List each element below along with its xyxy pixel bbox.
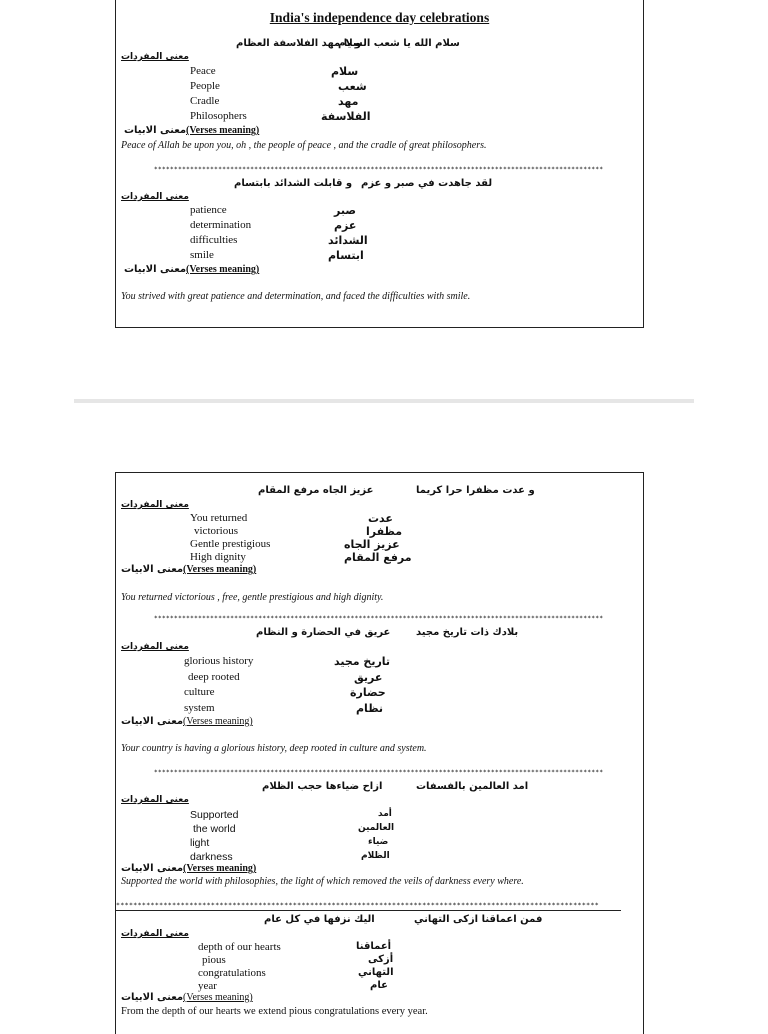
word-ar: شعب: [338, 80, 367, 93]
word-en: smile: [190, 249, 214, 261]
word-ar: العالمين: [358, 823, 395, 833]
word-en: glorious history: [184, 655, 254, 667]
word-ar: عام: [370, 980, 388, 991]
verse-meaning: Supported the world with philosophies, the light of which removed the veils of darkness every where.: [121, 876, 524, 887]
word-ar: صبر: [334, 204, 356, 217]
word-en: Philosophers: [190, 110, 247, 122]
word-en: High dignity: [190, 551, 246, 563]
word-en: People: [190, 80, 220, 92]
word-en: culture: [184, 686, 215, 698]
word-ar: سلام: [331, 65, 359, 78]
word-en: victorious: [194, 525, 238, 537]
separator: ****************************************************************************************************************: [154, 166, 604, 173]
word-ar: أزكى: [368, 954, 394, 965]
vocab-label: معنى المفردات: [121, 929, 189, 939]
verse-meaning: Your country is having a glorious history, deep rooted in culture and system.: [121, 743, 427, 754]
word-ar: أمد: [378, 809, 392, 819]
verses-meaning-label: معنى الابيات(Verses meaning): [124, 125, 260, 136]
word-en: congratulations: [198, 967, 266, 979]
word-en: pious: [202, 954, 226, 966]
word-en: depth of our hearts: [198, 941, 281, 953]
word-en: difficulties: [190, 234, 238, 246]
document-page-1: [115, 0, 644, 328]
verse-right-1: سلام الله يا شعب السلام: [338, 38, 460, 49]
word-en: light: [190, 837, 210, 849]
word-ar: الفلاسفة: [321, 110, 371, 123]
verse-right-2: بلادك ذات تاريخ مجيد: [416, 627, 519, 638]
verse-left-1: و يا مهد الفلاسفة العظام: [236, 38, 361, 49]
word-en: determination: [190, 219, 252, 231]
verse-right-1: و عدت مظفرا حرا كريما: [416, 485, 535, 496]
word-ar: عريق: [354, 671, 383, 684]
verse-meaning: Peace of Allah be upon you, oh , the people of peace , and the cradle of great philosophers.: [121, 140, 487, 151]
verse-meaning: From the depth of our hearts we extend pious congratulations every year.: [121, 1006, 428, 1017]
verse-meaning: You returned victorious , free, gentle prestigious and high dignity.: [121, 592, 384, 603]
vocab-label: معنى المفردات: [121, 192, 189, 202]
verses-meaning-label: معنى الابيات(Verses meaning): [121, 863, 257, 874]
vocab-label: معنى المفردات: [121, 795, 189, 805]
separator-rule: [116, 910, 621, 911]
word-en: deep rooted: [188, 671, 240, 683]
word-en: system: [184, 702, 215, 714]
word-en: You returned: [190, 512, 248, 524]
page-divider: [74, 399, 694, 403]
word-ar: التهاني: [358, 967, 394, 978]
vocab-label: معنى المفردات: [121, 642, 189, 652]
verses-meaning-label: معنى الابيات(Verses meaning): [124, 264, 260, 275]
vocab-label: معنى المفردات: [121, 500, 189, 510]
word-en: year: [198, 980, 217, 992]
word-en: Peace: [190, 65, 216, 77]
verse-right-2: لقد جاهدت في صبر و عزم: [361, 178, 493, 189]
verse-right-4: فمن اعماقنا ازكى التهاني: [414, 914, 543, 925]
word-ar: عدت: [368, 512, 393, 525]
word-en: patience: [190, 204, 227, 216]
word-ar: ابتسام: [328, 249, 364, 262]
word-ar: أعماقنا: [356, 941, 392, 952]
separator: ****************************************************************************************************************: [154, 769, 604, 776]
verse-left-2: و قابلت الشدائد بابتسام: [234, 178, 353, 189]
word-ar: الشدائد: [328, 234, 368, 247]
word-ar: الظلام: [361, 851, 390, 861]
separator: ****************************************************************************************************************: [116, 901, 600, 909]
verse-left-1: عزيز الجاه مرفع المقام: [258, 485, 374, 496]
word-en: Cradle: [190, 95, 220, 107]
word-en: Gentle prestigious: [190, 538, 271, 550]
word-ar: تاريخ مجيد: [334, 655, 391, 668]
word-ar: مرفع المقام: [344, 551, 412, 564]
word-ar: مظفرا: [366, 525, 403, 538]
verse-meaning: You strived with great patience and determination, and faced the difficulties with smile.: [121, 291, 471, 302]
verses-meaning-label: معنى الابيات(Verses meaning): [121, 716, 253, 727]
word-en: darkness: [190, 851, 233, 863]
verse-left-4: اليك نزفها في كل عام: [264, 914, 375, 925]
separator: ****************************************************************************************************************: [154, 615, 604, 622]
verse-left-2: عريق في الحضارة و النظام: [256, 627, 391, 638]
document-page-2: [115, 472, 644, 1034]
verses-meaning-label: معنى الابيات(Verses meaning): [121, 564, 257, 575]
word-ar: نظام: [356, 702, 384, 715]
word-ar: مهد: [338, 95, 359, 108]
vocab-label: معنى المفردات: [121, 52, 189, 62]
page-title: India's independence day celebrations: [269, 10, 490, 25]
word-ar: عزيز الجاه: [344, 538, 400, 551]
word-ar: حضارة: [350, 686, 386, 699]
verses-meaning-label: معنى الابيات(Verses meaning): [121, 992, 253, 1003]
word-en: the world: [193, 823, 236, 835]
word-ar: ضياء: [368, 837, 389, 847]
word-en: Supported: [190, 809, 239, 821]
verse-left-3: ازاح ضياءها حجب الظلام: [262, 781, 383, 792]
word-ar: عزم: [334, 219, 357, 232]
verse-right-3: امد العالمين بالفسفات: [416, 781, 529, 792]
